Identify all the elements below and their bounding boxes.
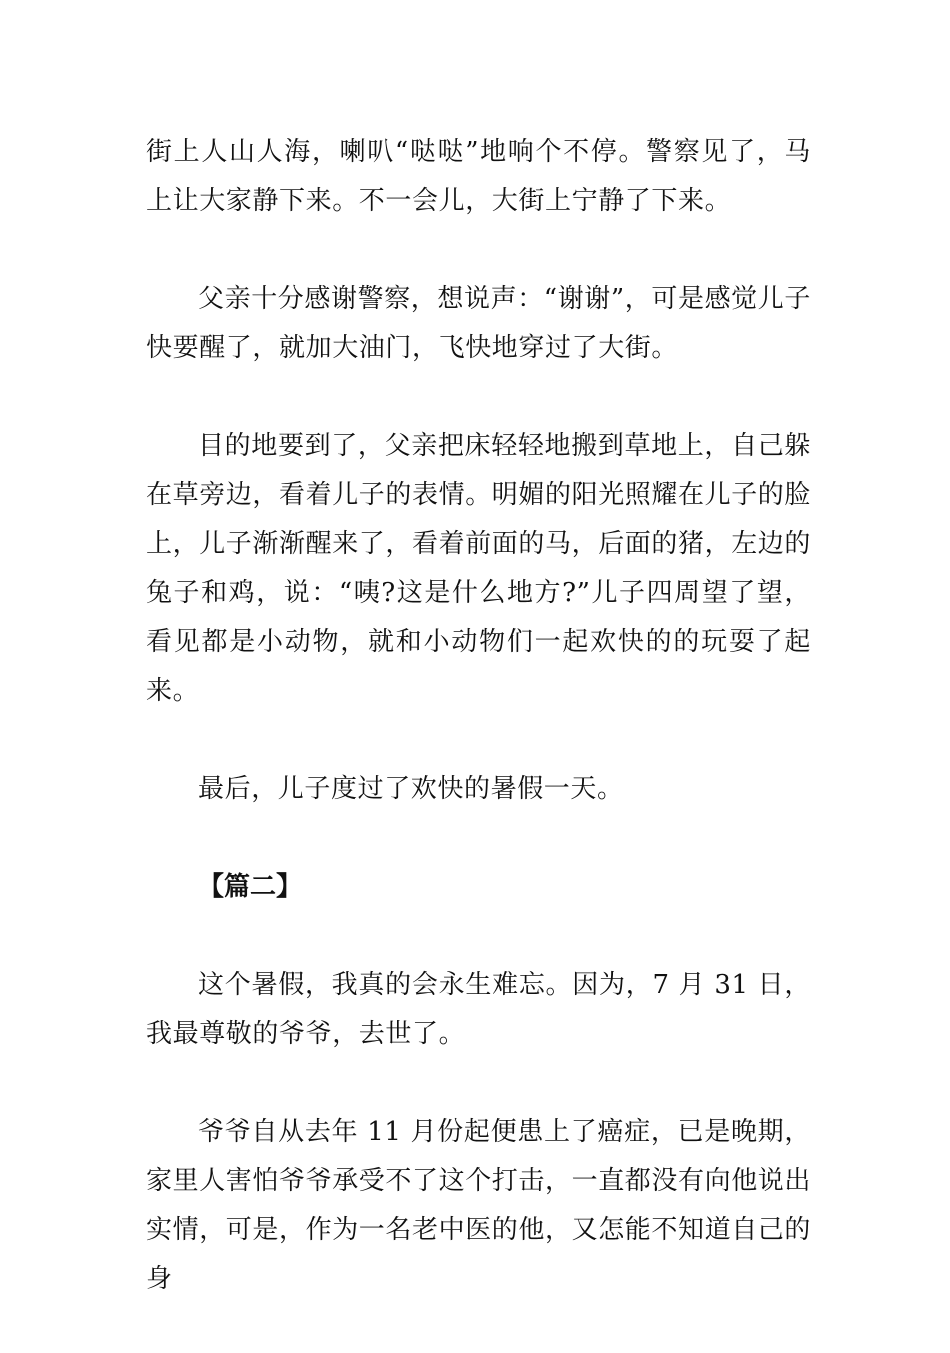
paragraph-ending: 最后，儿子度过了欢快的暑假一天。 xyxy=(198,774,624,804)
paragraph-summer: 这个暑假，我真的会永生难忘。因为，7 月 31 日，我最尊敬的爷爷，去世了。 xyxy=(146,970,811,1049)
paragraph-destination: 目的地要到了，父亲把床轻轻地搬到草地上，自己躲在草旁边，看着儿子的表情。明媚的阳光照耀在儿子的脸上，儿子渐渐醒来了，看着前面的马，后面的猪，左边的兔子和鸡，说：“咦?这是什么地方?”儿子四周望了望，看见都是小动物，就和小动物们一起欢快的的玩耍了起来。 xyxy=(146,431,812,706)
paragraph-grandfather: 爷爷自从去年 11 月份起便患上了癌症，已是晚期，家里人害怕爷爷承受不了这个打击，一直都没有向他说出实情，可是，作为一名老中医的他，又怎能不知道自己的身 xyxy=(146,1117,812,1294)
document-body xyxy=(146,128,811,1353)
section-heading: 【篇二】 xyxy=(198,872,303,902)
paragraph-street: 街上人山人海，喇叭“哒哒”地响个不停。警察见了，马上让大家静下来。不一会儿，大街上宁静了下来。 xyxy=(146,137,811,216)
paragraph-thanks: 父亲十分感谢警察，想说声：“谢谢”，可是感觉儿子快要醒了，就加大油门，飞快地穿过了大街。 xyxy=(146,284,811,363)
